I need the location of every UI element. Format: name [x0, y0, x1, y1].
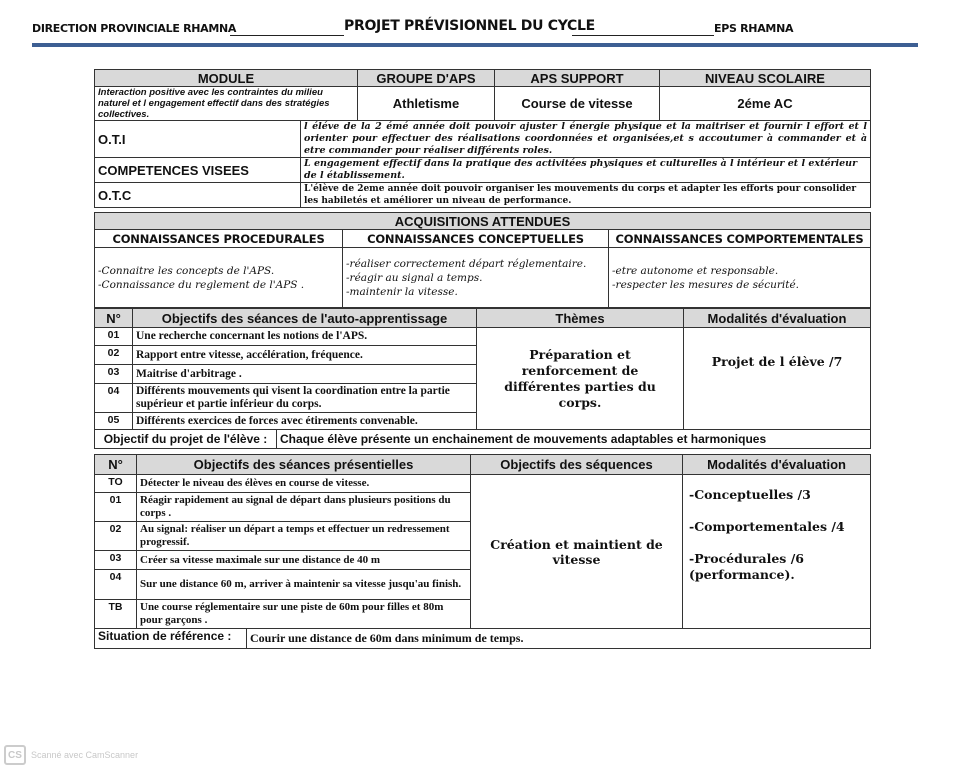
sequence-cell: Création et maintient de vitesse [471, 475, 683, 629]
page-header [32, 18, 920, 38]
evaluation-list [683, 475, 871, 629]
header-niveau-scolaire: NIVEAU SCOLAIRE [660, 70, 871, 87]
header-divider-line [572, 35, 714, 36]
otc-label: O.T.C [95, 183, 301, 208]
header-conceptuelles: CONNAISSANCES CONCEPTUELLES [343, 230, 609, 248]
presentielles-table [94, 454, 871, 649]
table-row [95, 328, 871, 346]
row-number: 03 [95, 551, 137, 570]
row-objective: Différents mouvements qui visent la coordination entre la partie supérieur et partie inférieur du corps. [133, 384, 477, 413]
list-item: -maintenir la vitesse. [346, 285, 458, 298]
list-item: -Connaitre les concepts de l'APS. [98, 264, 275, 277]
header-procedurales: CONNAISSANCES PROCEDURALES [95, 230, 343, 248]
row-number: 02 [95, 522, 137, 551]
row-number: 01 [95, 493, 137, 522]
groupe-value: Athletisme [358, 87, 495, 121]
row-number: 05 [95, 413, 133, 430]
table-row [95, 475, 871, 493]
competences-text: L engagement effectif dans la pratique des activitées physiques et culturelles à l intérieur et l extérieur de l établissement. [301, 158, 871, 183]
header-sequences: Objectifs des séquences [471, 455, 683, 475]
row-objective: Différents exercices de forces avec étirements convenable. [133, 413, 477, 430]
otc-text: L'élève de 2eme année doit pouvoir organiser les mouvements du corps et adapter les efforts pour consolider les habiletés et améliorer un niveau de performance. [301, 183, 871, 208]
comportementales-list [609, 248, 871, 308]
row-objective: Rapport entre vitesse, accélération, fréquence. [133, 346, 477, 365]
row-number: 04 [95, 384, 133, 413]
row-objective: Une course réglementaire sur une piste de 60m pour filles et 80m pour garçons . [137, 600, 471, 629]
header-groupe-aps: GROUPE D'APS [358, 70, 495, 87]
header-objectifs-auto: Objectifs des séances de l'auto-apprentissage [133, 309, 477, 328]
procedurales-list [95, 248, 343, 308]
page-title: PROJET PRÉVISIONNEL DU CYCLE [344, 18, 595, 34]
watermark-text: Scanné avec CamScanner [31, 750, 139, 760]
list-item: -réagir au signal a temps. [346, 271, 483, 284]
list-item: -Comportementales /4 [689, 519, 845, 534]
row-objective: Maitrise d'arbitrage . [133, 365, 477, 384]
row-objective: Au signal: réaliser un départ a temps et effectuer un redressement progressif. [137, 522, 471, 551]
header-divider-line [230, 35, 344, 36]
row-number: 03 [95, 365, 133, 384]
row-objective: Une recherche concernant les notions de l'APS. [133, 328, 477, 346]
competences-label: COMPETENCES VISEES [95, 158, 301, 183]
aps-support-value: Course de vitesse [495, 87, 660, 121]
niveau-value: 2éme AC [660, 87, 871, 121]
header-direction: DIRECTION PROVINCIALE RHAMNA [32, 22, 237, 35]
evaluation-cell: Projet de l élève /7 [684, 328, 871, 430]
acquisitions-table [94, 212, 871, 308]
theme-cell: Préparation et renforcement de différentes parties du corps. [477, 328, 684, 430]
row-number: 04 [95, 570, 137, 600]
row-objective: Sur une distance 60 m, arriver à maintenir sa vitesse jusqu'au finish. [137, 570, 471, 600]
list-item: -Connaissance du reglement de l'APS . [98, 278, 305, 291]
situation-label: Situation de référence : [95, 629, 247, 649]
list-item: -etre autonome et responsable. [612, 264, 779, 277]
row-objective: Détecter le niveau des élèves en course de vitesse. [137, 475, 471, 493]
list-item: -réaliser correctement départ réglementaire. [346, 257, 587, 270]
module-table [94, 69, 871, 208]
acquisitions-title: ACQUISITIONS ATTENDUES [95, 213, 871, 230]
row-number: 01 [95, 328, 133, 346]
projet-label: Objectif du projet de l'élève : [95, 430, 277, 449]
row-objective: Réagir rapidement au signal de départ dans plusieurs positions du corps . [137, 493, 471, 522]
camscanner-logo-icon: CS [4, 745, 26, 765]
projet-text: Chaque élève présente un enchainement de mouvements adaptables et harmoniques [277, 430, 871, 449]
module-text: Interaction positive avec les contraintes du milieu naturel et l engagement effectif dans des stratégies collectives. [95, 87, 358, 121]
auto-apprentissage-table [94, 308, 871, 449]
header-module: MODULE [95, 70, 358, 87]
row-number: 02 [95, 346, 133, 365]
row-objective: Créer sa vitesse maximale sur une distance de 40 m [137, 551, 471, 570]
header-themes: Thèmes [477, 309, 684, 328]
row-number: TO [95, 475, 137, 493]
conceptuelles-list [343, 248, 609, 308]
row-number: TB [95, 600, 137, 629]
situation-text: Courir une distance de 60m dans minimum de temps. [247, 629, 871, 649]
header-blue-bar [32, 43, 918, 47]
header-modalites: Modalités d'évaluation [683, 455, 871, 475]
camscanner-watermark [4, 745, 138, 765]
header-aps-support: APS SUPPORT [495, 70, 660, 87]
header-modalites: Modalités d'évaluation [684, 309, 871, 328]
oti-text: l éléve de la 2 émé année doit pouvoir ajuster l énergie physique et la maitriser et fournir l effort et l orienter pour effectuer des réalisations coordonnées et organisées,et s accoutumer à commander et à etre commander pour réaliser différents roles. [301, 121, 871, 158]
header-objectifs-presentielles: Objectifs des séances présentielles [137, 455, 471, 475]
header-number: N° [95, 309, 133, 328]
header-comportementales: CONNAISSANCES COMPORTEMENTALES [609, 230, 871, 248]
list-item: -Procédurales /6 (performance). [689, 551, 804, 582]
header-eps: EPS RHAMNA [714, 22, 794, 35]
list-item: -respecter les mesures de sécurité. [612, 278, 800, 291]
list-item: -Conceptuelles /3 [689, 487, 811, 502]
oti-label: O.T.I [95, 121, 301, 158]
header-number: N° [95, 455, 137, 475]
